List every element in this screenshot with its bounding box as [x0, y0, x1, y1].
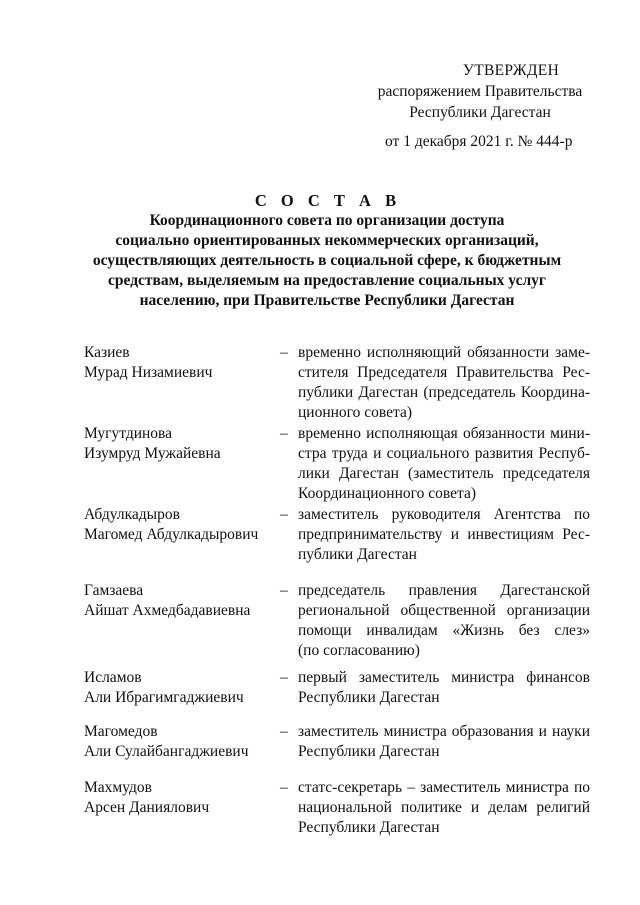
subtitle-line: населению, при Правительстве Республики Дагестан — [139, 292, 515, 309]
member-entry — [84, 505, 590, 581]
member-role — [298, 722, 590, 778]
member-name — [84, 778, 280, 842]
role-line: лики Дагестан (заместитель председателя — [298, 465, 590, 482]
member-role — [298, 505, 590, 581]
member-name — [84, 343, 280, 424]
dash-separator: – — [280, 669, 288, 686]
member-name — [84, 581, 280, 668]
member-entry — [84, 343, 590, 424]
role-line: Республики Дагестан — [298, 689, 440, 706]
role-line: Координационного совета) — [298, 485, 476, 502]
member-given-names: Айшат Ахмедбадавиевна — [84, 602, 251, 619]
dash-separator: – — [280, 425, 288, 442]
member-surname: Исламов — [84, 669, 142, 686]
dash-separator: – — [280, 344, 288, 361]
role-line: предпринимательству и инвестициям Рес- — [298, 526, 590, 543]
member-surname: Абдулкадыров — [84, 506, 180, 523]
member-given-names: Изумруд Мужайевна — [84, 445, 221, 462]
member-surname: Магомедов — [84, 723, 158, 740]
member-entry — [84, 424, 590, 505]
heading-subtitle — [0, 211, 640, 311]
role-line: региональной общественной организации — [298, 602, 590, 619]
member-role — [298, 581, 590, 668]
subtitle-line: осуществляющих деятельность в социальной сфере, к бюджетным — [92, 252, 562, 269]
member-given-names: Мурад Низамиевич — [84, 364, 213, 381]
member-entry — [84, 581, 590, 668]
role-line: национальной политике и делам религий — [298, 799, 590, 816]
role-line: публики Дагестан (председатель Координа- — [298, 384, 590, 401]
role-line: председатель правления Дагестанской — [298, 582, 590, 599]
role-line: стителя Председателя Правительства Рес- — [298, 364, 590, 381]
role-line: заместитель руководителя Агентства по — [298, 506, 590, 523]
role-line: первый заместитель министра финансов — [298, 669, 590, 686]
dash-separator: – — [280, 723, 288, 740]
approval-block — [360, 60, 600, 152]
dash-separator: – — [280, 506, 288, 523]
subtitle-line: Координационного совета по организации доступа — [149, 212, 505, 229]
dash-separator: – — [280, 779, 288, 796]
member-surname: Казиев — [84, 344, 130, 361]
role-line: публики Дагестан — [298, 546, 417, 563]
role-line: статс-секретарь – заместитель министра по — [298, 779, 590, 796]
document-heading — [0, 190, 640, 311]
member-role — [298, 778, 590, 842]
member-surname: Махмудов — [84, 779, 152, 796]
member-given-names: Али Сулайбангаджиевич — [84, 743, 249, 760]
role-line: ционного совета) — [298, 404, 413, 421]
role-line: помощи инвалидам «Жизнь без слез» — [298, 622, 590, 639]
member-surname: Мугутдинова — [84, 425, 173, 442]
approval-order: от 1 декабря 2021 г. № 444-р — [385, 133, 573, 150]
member-role — [298, 424, 590, 505]
member-name — [84, 668, 280, 722]
members-list — [84, 343, 590, 842]
role-line: (по согласованию) — [298, 642, 420, 659]
role-line: временно исполняющий обязанности заме- — [298, 344, 590, 361]
member-entry — [84, 668, 590, 722]
approval-title: УТВЕРЖДЕН — [462, 62, 560, 79]
member-entry — [84, 778, 590, 842]
member-name — [84, 722, 280, 778]
member-given-names: Арсен Даниялович — [84, 799, 210, 816]
member-role — [298, 668, 590, 722]
heading-title: С О С Т А В — [254, 191, 402, 210]
member-given-names: Магомед Абдулкадырович — [84, 526, 259, 543]
member-given-names: Али Ибрагимгаджиевич — [84, 689, 244, 706]
member-name — [84, 505, 280, 581]
approval-line-1: распоряжением Правительства — [377, 83, 583, 100]
member-surname: Гамзаева — [84, 582, 144, 599]
role-line: временно исполняющая обязанности мини- — [298, 425, 590, 442]
role-line: заместитель министра образования и науки — [298, 723, 590, 740]
role-line: Республики Дагестан — [298, 743, 440, 760]
member-name — [84, 424, 280, 505]
role-line: Республики Дагестан — [298, 819, 440, 836]
approval-line-2: Республики Дагестан — [409, 104, 551, 121]
member-role — [298, 343, 590, 424]
subtitle-line: социально ориентированных некоммерческих организаций, — [115, 232, 539, 249]
member-entry — [84, 722, 590, 778]
dash-separator: – — [280, 582, 288, 599]
role-line: стра труда и социального развития Респуб- — [298, 445, 590, 462]
subtitle-line: средствам, выделяемым на предоставление социальных услуг — [108, 272, 546, 289]
